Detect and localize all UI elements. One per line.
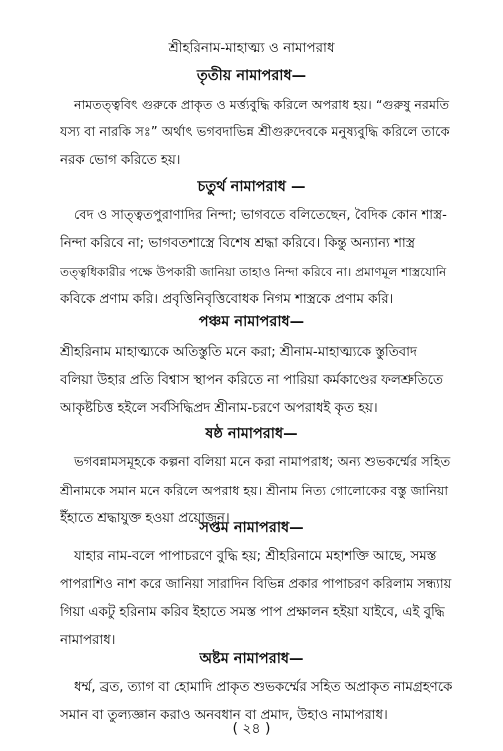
section-heading-fifth: পঞ্চম নামাপরাধ— [198,314,305,330]
text-line: পাপরাশিও নাশ করে জানিয়া সারাদিন বিভিন্ন প্রকার পাপাচরণ করিলাম সন্ধ্যায় [60,577,452,592]
section-heading-eighth: অষ্টম নামাপরাধ— [199,651,304,667]
text-line: যাহার নাম-বলে পাপাচরণে বুদ্ধি হয়; শ্রীহরিনামে মহাশক্তি আছে, সমস্ত [74,549,437,564]
text-line: শ্রীহরিনাম মাহাত্ম্যকে অতিস্তুতি মনে করা; শ্রীনাম-মাহাত্ম্যকে স্তুতিবাদ [60,345,417,360]
running-head: শ্রীহরিনাম-মাহাত্ম্য ও নামাপরাধ [168,40,335,56]
section-heading-sixth: ষষ্ঠ নামাপরাধ— [205,426,298,442]
paragraph-fifth [60,339,452,423]
text-line: শ্রীনামকে সমান মনে করিলে অপরাধ হয়। শ্রীনাম নিত্য গোলোকের বস্তু জানিয়া [60,483,449,498]
text-line: বেদ ও সাত্ত্বতপুরাণাদির নিন্দা; ভাগবতে বলিতেছেন, বৈদিক কোন শাস্ত্র- [74,208,447,223]
page-number: ( ২৪ ) [232,721,271,737]
text-line: আকৃষ্টচিত্ত হইলে সর্বসিদ্ধিপ্রদ শ্রীনাম-চরণে অপরাধই কৃত হয়। [60,401,378,416]
paragraph-fourth [60,202,452,314]
section-heading-fourth: চতুর্থ নামাপরাধ — [197,179,306,195]
text-line: নামাপরাধ। [60,633,116,648]
section-heading-third: তৃতীয় নামাপরাধ— [196,68,307,84]
section-heading-seventh: সপ্তম নামাপরাধ— [199,520,304,536]
text-line: নিন্দা করিবে না; ভাগবতশাস্ত্রে বিশেষ শ্রদ্ধা করিবে। কিন্তু অন্যান্য শাস্ত্র [60,236,415,251]
text-line: ভগবন্নামসমূহকে কল্পনা বলিয়া মনে করা নামাপরাধ; অন্য শুভকর্ম্মের সহিত [74,455,451,470]
text-line: বলিয়া উহার প্রতি বিশ্বাস স্থাপন করিতে না পারিয়া কর্মকাণ্ডের ফলশ্রুতিতে [60,373,443,388]
text-line: কবিকে প্রণাম করি। প্রবৃত্তিনিবৃত্তিবোধক নিগম শাস্ত্রকে প্রণাম করি। [60,292,394,307]
text-line: সমান বা তুল্যজ্ঞান করাও অনবধান বা প্রমাদ, উহাও নামাপরাধ। [60,708,388,723]
paragraph-seventh [60,543,452,655]
text-line: তত্ত্বধিকারীর পক্ষে উপকারী জানিয়া তাহাও নিন্দা করিবে না। প্রমাণমূল শাস্ত্রযোনি [60,265,447,279]
text-line: নামতত্ত্ববিৎ গুরুকে প্রাকৃত ও মর্ত্ত্যবুদ্ধি করিলে অপরাধ হয়। “গুরুষু নরমতি [74,97,450,112]
text-line: ধর্ম্ম, ব্রত, ত্যাগ বা হোমাদি প্রাকৃত শুভকর্ম্মের সহিত অপ্রাকৃত নামগ্রহণকে [74,680,452,695]
text-line: নরক ভোগ করিতে হয়। [60,153,181,168]
text-line: ইঁহাতে শ্রদ্ধাযুক্ত হওয়া প্রয়োজন। [60,511,230,526]
paragraph-third [60,91,452,175]
text-line: গিয়া একটু হরিনাম করিব ইহাতে সমস্ত পাপ প্রক্ষালন হইয়া যাইবে, এই বুদ্ধি [60,605,445,620]
text-line: যস্য বা নারকি সঃ” অর্থাৎ ভগবদাভিন্ন শ্রীগুরুদেবকে মনুষ্যবুদ্ধি করিলে তাকে [60,125,450,140]
